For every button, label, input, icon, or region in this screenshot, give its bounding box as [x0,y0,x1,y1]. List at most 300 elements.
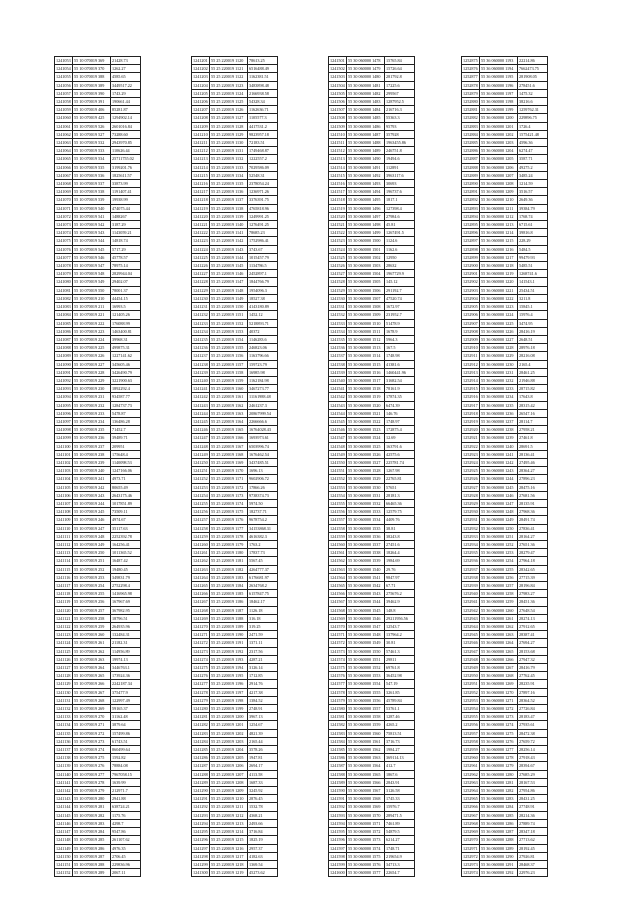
parcel-id-cell: 1241600 [330,870,345,876]
table-row [329,516,415,524]
value-cell: 3743.67 [248,245,278,253]
table-row [192,713,278,721]
table-row [329,57,415,65]
parcel-id-cell: 1241580 [330,706,345,712]
parcel-id-cell: 1241269 [193,615,208,621]
cadastral-code-cell: 55 25 220019 1146 [210,270,248,278]
parcel-id-cell: 1241575 [330,665,345,671]
value-cell: 2378054.24 [248,180,278,188]
table-row [55,787,141,795]
cadastral-code-cell: 55 25 220019 1166 [210,434,248,442]
cadastral-code-cell: 55 30 060000 1537 [347,540,385,548]
parcel-id-cell: 1241518 [330,197,345,203]
value-cell: 18527.38 [248,294,278,302]
cadastral-code-cell: 55 10 070019 264 [73,664,111,672]
table-row [329,598,415,606]
cadastral-code-cell: 55 30 060000 1511 [347,327,385,335]
value-cell: 7662473.75 [518,65,548,73]
table-row [55,311,141,319]
parcel-id-cell: 1241524 [330,246,345,252]
value-cell: 6274.47 [518,147,548,155]
table-row [462,286,548,294]
cadastral-code-cell: 55 25 220019 1210 [210,795,248,803]
table-row [462,188,548,196]
table-row [55,73,141,81]
value-cell: 5717.29 [111,245,141,253]
table-row [329,491,415,499]
cadastral-code-cell: 55 25 220019 1178 [210,532,248,540]
table-row [462,171,548,179]
value-cell: 78613.25 [248,57,278,65]
value-cell: 167967.69 [111,598,141,606]
table-row [192,221,278,229]
value-cell: 54328.34 [248,98,278,106]
parcel-id-cell: 1241241 [193,386,208,392]
value-cell: 3485.24 [518,171,548,179]
cadastral-code-cell: 55 30 060000 1509 [347,311,385,319]
table-row [462,450,548,458]
table-row [462,836,548,844]
cadastral-code-cell: 55 36 060000 1284 [480,803,518,811]
value-cell: 9738374.73 [248,491,278,499]
table-row [55,565,141,573]
value-cell: 39489.71 [111,434,141,442]
parcel-id-cell: 1252948 [463,656,478,662]
table-row [55,450,141,458]
cadastral-code-cell: 55 36 060000 1279 [480,762,518,770]
parcel-id-cell: 1241293 [193,812,208,818]
table-row [192,163,278,171]
cadastral-code-cell: 55 36 060000 1282 [480,787,518,795]
table-row [329,803,415,811]
cadastral-code-cell: 55 25 220019 1202 [210,729,248,737]
parcel-id-cell: 1241147 [56,829,71,835]
parcel-id-cell: 1252973 [463,861,478,867]
table-row [329,787,415,795]
parcel-id-cell: 1241067 [56,172,71,178]
cadastral-code-cell: 55 36 060000 1286 [480,819,518,827]
table-row [329,713,415,721]
value-cell: 3483898.48 [248,81,278,89]
parcel-id-cell: 1241054 [56,66,71,72]
value-cell: 42575.6 [385,450,415,458]
cadastral-code-cell: 55 30 060000 1502 [347,253,385,261]
parcel-id-cell: 1252899 [463,254,478,260]
parcel-id-cell: 1241077 [56,254,71,260]
parcel-id-cell: 1241559 [330,533,345,539]
value-cell: 14818.74 [111,237,141,245]
value-cell: 1284737.73 [111,401,141,409]
table-row [462,319,548,327]
cadastral-code-cell: 55 36 060000 1256 [480,573,518,581]
cadastral-code-cell: 55 30 060000 1518 [347,385,385,393]
cadastral-code-cell: 55 30 060000 1479 [347,65,385,73]
value-cell: 27896.23 [518,475,548,483]
value-cell: 27958.21 [518,426,548,434]
cadastral-code-cell: 55 36 060000 1266 [480,655,518,663]
parcel-id-cell: 1252956 [463,722,478,728]
table-row [55,540,141,548]
cadastral-code-cell: 55 30 060000 1557 [347,705,385,713]
cadastral-code-cell: 55 25 220019 1152 [210,319,248,327]
parcel-id-cell: 1241072 [56,213,71,219]
value-cell: 2649.36 [518,196,548,204]
table-row [192,237,278,245]
value-cell: 66465.36 [385,499,415,507]
table-row [462,57,548,65]
parcel-id-cell: 1241070 [56,197,71,203]
parcel-id-cell: 1241281 [193,714,208,720]
parcel-id-cell: 1241110 [55,524,73,532]
table-row [192,573,278,581]
parcel-id-cell: 1241202 [193,66,208,72]
table-row [462,303,548,311]
parcel-id-cell: 1241547 [330,435,345,441]
table-row [462,130,548,138]
cadastral-code-cell: 55 25 220019 1140 [210,221,248,229]
value-cell: 57651 [385,483,415,491]
table-row [329,344,415,352]
cadastral-code-cell: 55 36 060000 1242 [480,458,518,466]
cadastral-code-cell: 55 25 220019 1214 [210,828,248,836]
cadastral-code-cell: 55 36 060000 1215 [480,237,518,245]
table-row [55,614,141,622]
parcel-id-cell: 1252902 [463,279,478,285]
value-cell: 27983.27 [518,590,548,598]
value-cell: 38.81 [385,524,415,532]
cadastral-code-cell: 55 10 070019 269 [73,705,111,713]
parcel-id-cell: 1241076 [56,246,71,252]
parcel-id-cell: 1241507 [330,107,345,113]
parcel-id-cell: 1252947 [463,648,478,654]
cadastral-code-cell: 55 36 060000 1224 [480,311,518,319]
cadastral-code-cell: 55 36 060000 1274 [480,721,518,729]
table-row [192,672,278,680]
value-cell: 1214.59 [518,180,548,188]
table-row [462,393,548,401]
parcel-id-cell: 1252906 [463,312,478,318]
value-cell: 16487.42 [111,557,141,565]
table-row [192,139,278,147]
table-row [55,163,141,171]
parcel-id-cell: 1241094 [56,394,71,400]
table-row [329,869,415,877]
table-row [192,311,278,319]
value-cell: 1452.12 [248,311,278,319]
cadastral-code-cell: 55 30 060000 1492 [347,171,385,179]
value-cell: 2643175.46 [111,491,141,499]
value-cell: 12.69 [385,434,415,442]
table-row [192,590,278,598]
parcel-id-cell: 1241590 [330,788,345,794]
value-cell: 1259762.31 [518,106,548,114]
table-row [192,787,278,795]
cadastral-code-cell: 55 36 060000 1253 [480,549,518,557]
cadastral-code-cell: 55 10 070019 279 [73,787,111,795]
value-cell: 3446763.1 [111,664,141,672]
parcel-id-cell: 1241104 [56,476,71,482]
table-row [462,65,548,73]
parcel-id-cell: 1241251 [193,468,208,474]
parcel-id-cell: 1252924 [463,459,478,465]
parcel-id-cell: 1252960 [463,755,478,761]
parcel-id-cell: 1241537 [330,353,345,359]
value-cell: 1143059.21 [111,229,141,237]
cadastral-code-cell: 55 30 060000 1501 [347,245,385,253]
value-cell: 316.18 [248,614,278,622]
value-cell: 1748.97 [385,417,415,425]
parcel-id-cell: 1241066 [56,164,71,170]
value-cell: 164256.41 [111,540,141,548]
value-cell: 28416.79 [518,664,548,672]
parcel-id-cell: 1252928 [463,492,478,498]
table-row [329,212,415,220]
parcel-id-cell: 1241520 [330,213,345,219]
value-cell: 27659.72 [518,737,548,745]
cadastral-code-cell: 55 36 060000 1248 [480,508,518,516]
value-cell: 4765818.96 [248,204,278,212]
cadastral-code-cell: 55 30 060000 1561 [347,737,385,745]
cadastral-code-cell: 55 10 070019 263 [73,655,111,663]
table-row [55,524,141,532]
value-cell: 1954096.3 [248,286,278,294]
cadastral-code-cell: 55 30 060000 1562 [347,746,385,754]
value-cell: 1162.6 [385,245,415,253]
cadastral-code-cell: 55 10 070019 545 [73,245,111,253]
table-row [55,688,141,696]
cadastral-code-cell: 55 36 060000 1220 [480,278,518,286]
cadastral-code-cell: 55 30 060000 1523 [347,426,385,434]
table-row [462,253,548,261]
value-cell: 209951 [111,442,141,450]
cadastral-code-cell: 55 36 060000 1240 [480,442,518,450]
table-row [329,721,415,729]
table-row [329,426,415,434]
parcel-id-cell: 1252914 [463,377,478,383]
value-cell: 9847.97 [385,573,415,581]
table-row [462,344,548,352]
cadastral-code-cell: 55 10 070019 249 [73,540,111,548]
value-cell: 27713.62 [518,836,548,844]
parcel-id-cell: 1241201 [193,58,208,63]
value-cell: 28196.84 [518,582,548,590]
parcel-id-cell: 1252892 [463,197,478,203]
value-cell: 261107.62 [111,836,141,844]
cadastral-code-cell: 55 25 220019 1193 [210,655,248,663]
table-row [55,221,141,229]
value-cell: 59165.37 [111,705,141,713]
table-row [329,319,415,327]
table-row [462,828,548,836]
value-cell: 1126.18 [248,606,278,614]
value-cell: 17866.26 [248,483,278,491]
cadastral-code-cell: 55 10 070019 534 [73,155,111,163]
cadastral-code-cell: 55 30 060000 1529 [347,475,385,483]
parcel-id-cell: 1241221 [193,222,208,228]
cadastral-code-cell: 55 25 220019 1160 [210,385,248,393]
parcel-id-cell: 1241152 [56,870,71,876]
table-row [462,770,548,778]
table-row [192,778,278,786]
value-cell: 17643.8 [518,393,548,401]
value-cell: 36452.98 [385,672,415,680]
table-row [329,467,415,475]
parcel-id-cell: 1252938 [463,574,478,580]
value-cell: 39462.9 [385,598,415,606]
table-row [55,335,141,343]
value-cell: 275676.2 [385,590,415,598]
cadastral-code-cell: 55 25 220019 1197 [210,688,248,696]
parcel-id-cell: 1241227 [193,271,208,277]
cadastral-code-cell: 55 36 060000 1228 [480,344,518,352]
cadastral-code-cell: 55 30 060000 1571 [347,819,385,827]
value-cell: 4264777.37 [248,565,278,573]
cadastral-code-cell: 55 36 060000 1272 [480,705,518,713]
table-row [192,270,278,278]
cadastral-code-cell: 55 36 060000 1291 [480,860,518,868]
cadastral-code-cell: 55 10 070019 536 [73,171,111,179]
cadastral-code-cell: 55 30 060000 1553 [347,672,385,680]
cadastral-code-cell: 55 36 060000 1231 [480,368,518,376]
parcel-id-cell: 1241554 [330,492,345,498]
parcel-id-cell: 1241208 [193,115,208,121]
table-row [329,65,415,73]
cadastral-code-cell: 55 30 060000 1516 [347,368,385,376]
parcel-id-cell: 1252941 [463,599,478,605]
value-cell: 78001.37 [111,286,141,294]
parcel-id-cell: 1252875 [463,58,478,63]
value-cell: 299567 [385,89,415,97]
table-row [192,819,278,827]
value-cell: 1984.27 [385,746,415,754]
cadastral-code-cell: 55 36 060000 1199 [480,106,518,114]
value-cell: 7967058.15 [111,770,141,778]
cadastral-code-cell: 55 10 070019 281 [73,803,111,811]
table-row [192,212,278,220]
table-row [55,327,141,335]
parcel-id-cell: 1241234 [193,328,208,334]
cadastral-code-cell: 55 10 070019 259 [73,623,111,631]
cadastral-code-cell: 55 25 220019 1198 [210,696,248,704]
value-cell: 375477.9 [111,688,141,696]
parcel-id-cell: 1241264 [193,574,208,580]
parcel-id-cell: 1241118 [55,590,73,598]
table-row [55,705,141,713]
table-row [192,401,278,409]
value-cell: 6214.27 [385,836,415,844]
value-cell: 27947.32 [518,655,548,663]
cadastral-code-cell: 55 25 220019 1199 [210,705,248,713]
table-row [192,475,278,483]
value-cell: 28135.91 [518,499,548,507]
value-cell: 1140098.53 [111,458,141,466]
cadastral-code-cell: 55 25 220019 1151 [210,311,248,319]
parcel-id-cell: 1241279 [193,697,208,703]
value-cell: 112891 [385,163,415,171]
value-cell: 21182.31 [111,639,141,647]
cadastral-code-cell: 55 25 220019 1128 [210,122,248,130]
cadastral-code-cell: 55 10 070019 231 [73,393,111,401]
value-cell: 2843.91 [385,778,415,786]
cadastral-code-cell: 55 36 060000 1250 [480,524,518,532]
table-row [329,204,415,212]
cadastral-code-cell: 55 25 220019 1145 [210,262,248,270]
table-row [55,434,141,442]
table-row [192,614,278,622]
value-cell: 22214.86 [518,57,548,65]
value-cell: 26547.16 [518,409,548,417]
cadastral-code-cell: 55 25 220019 1148 [210,286,248,294]
parcel-id-cell: 1241081 [56,287,71,293]
table-row [462,73,548,81]
table-row [55,294,141,302]
value-cell: 27694.27 [518,639,548,647]
table-row [55,803,141,811]
table-row [192,253,278,261]
cadastral-code-cell: 55 10 070019 288 [73,860,111,868]
parcel-id-cell: 1241593 [330,812,345,818]
cadastral-code-cell: 55 25 220019 1124 [210,89,248,97]
cadastral-code-cell: 55 25 220019 1157 [210,360,248,368]
cadastral-code-cell: 55 25 220019 1177 [210,524,248,532]
value-cell: 281908.05 [518,73,548,81]
parcel-id-cell: 1241552 [330,476,345,482]
cadastral-code-cell: 55 36 060000 1260 [480,606,518,614]
value-cell: 28235.91 [518,680,548,688]
cadastral-code-cell: 55 36 060000 1217 [480,253,518,261]
cadastral-code-cell: 55 25 220019 1162 [210,401,248,409]
parcel-id-cell: 1241121 [56,615,71,621]
value-cell: 5964.3 [385,335,415,343]
value-cell: 1575421.48 [518,130,548,138]
value-cell: 3187.29 [111,221,141,229]
parcel-id-cell: 1241589 [330,779,345,785]
value-cell: 1532.78 [248,803,278,811]
table-row [55,196,141,204]
data-table-column-3 [328,56,415,877]
table-row [462,270,548,278]
table-row [462,417,548,425]
table-row [55,352,141,360]
value-cell: 4298.7 [111,819,141,827]
cadastral-code-cell: 55 25 220019 1174 [210,499,248,507]
table-row [55,819,141,827]
cadastral-code-cell: 55 10 070019 406 [73,106,111,114]
cadastral-code-cell: 55 30 060000 1530 [347,483,385,491]
parcel-id-cell: 1252934 [463,541,478,547]
table-row [192,565,278,573]
parcel-id-cell: 1241128 [56,673,71,679]
parcel-id-cell: 1241226 [193,263,208,269]
parcel-id-cell: 1252968 [463,820,478,826]
table-row [462,508,548,516]
value-cell: 1984.69 [385,557,415,565]
cadastral-code-cell: 55 30 060000 1510 [347,319,385,327]
cadastral-code-cell: 55 10 070019 527 [73,130,111,138]
cadastral-code-cell: 55 36 060000 1216 [480,245,518,253]
parcel-id-cell: 1252886 [463,148,478,154]
value-cell: 136486.28 [111,417,141,425]
cadastral-code-cell: 55 36 060000 1249 [480,516,518,524]
parcel-id-cell: 1241203 [193,74,208,80]
table-row [55,680,141,688]
value-cell: 28183.47 [518,713,548,721]
table-row [462,787,548,795]
cadastral-code-cell: 55 30 060000 1535 [347,524,385,532]
cadastral-code-cell: 55 30 060000 1487 [347,130,385,138]
table-row [192,499,278,507]
value-cell: 52548.31 [248,171,278,179]
